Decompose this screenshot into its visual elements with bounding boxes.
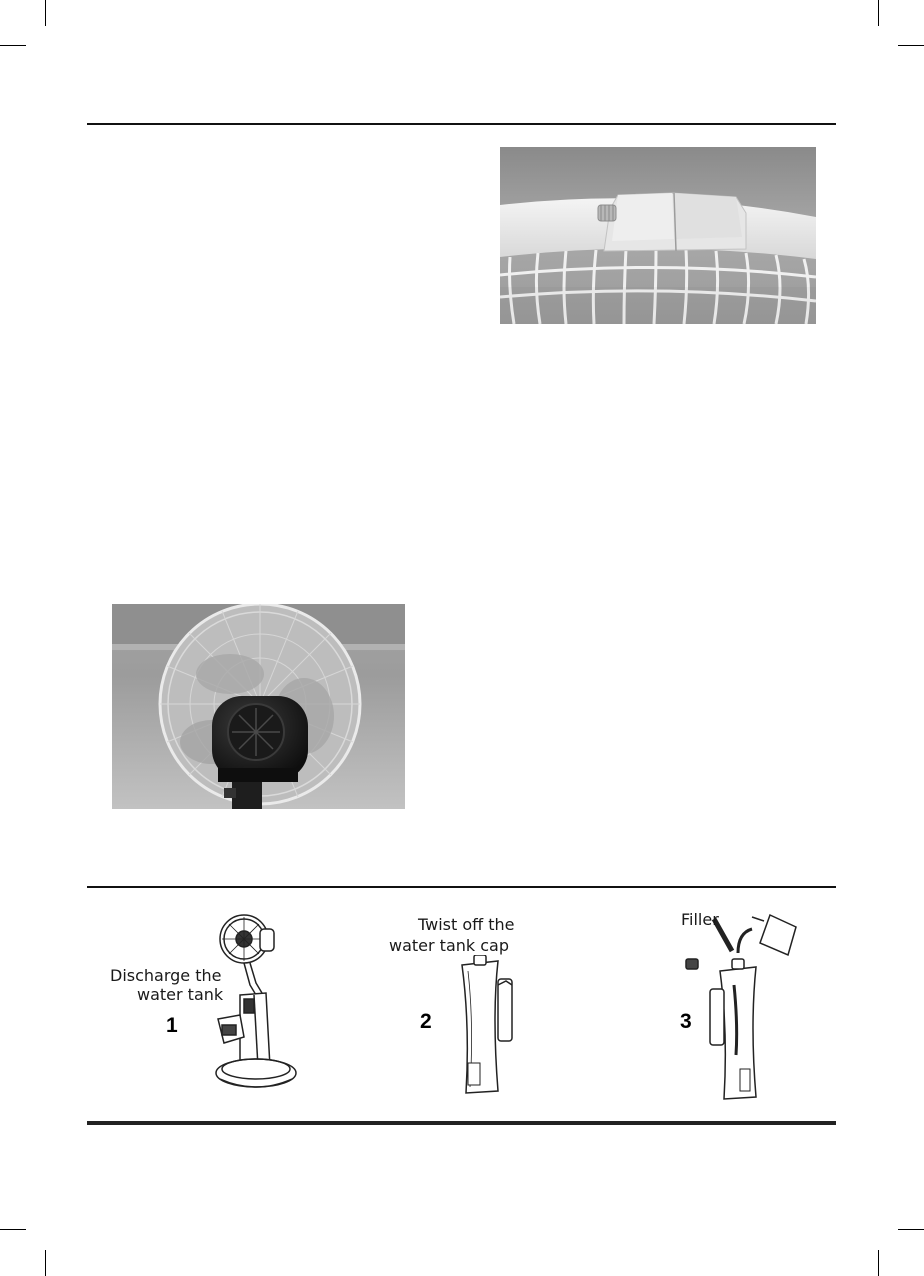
crop-mark [0, 1229, 26, 1230]
step-2-caption-line2: water tank cap [389, 936, 509, 955]
crop-mark [898, 1229, 924, 1230]
fan-rear-motor-photo [112, 604, 405, 809]
fan-top-mounting-photo [500, 147, 816, 324]
crop-mark [898, 45, 924, 46]
step-1-caption-line2: water tank [137, 985, 224, 1004]
top-rule [87, 123, 836, 125]
crop-mark [878, 1250, 879, 1276]
crop-mark [45, 0, 46, 26]
section-rule [87, 886, 836, 888]
step-3-illustration [680, 905, 810, 1100]
step-3-caption: Filler [681, 910, 719, 929]
step-2-caption-line1: Twist off the [418, 915, 515, 934]
crop-mark [0, 45, 26, 46]
step-3-number: 3 [680, 1010, 692, 1033]
step-1-caption-line1: Discharge the [110, 966, 222, 985]
step-2-number: 2 [420, 1010, 432, 1033]
step-2-illustration [456, 955, 516, 1095]
crop-mark [45, 1250, 46, 1276]
bottom-rule [87, 1121, 836, 1125]
step-1-number: 1 [166, 1014, 178, 1037]
crop-mark [878, 0, 879, 26]
